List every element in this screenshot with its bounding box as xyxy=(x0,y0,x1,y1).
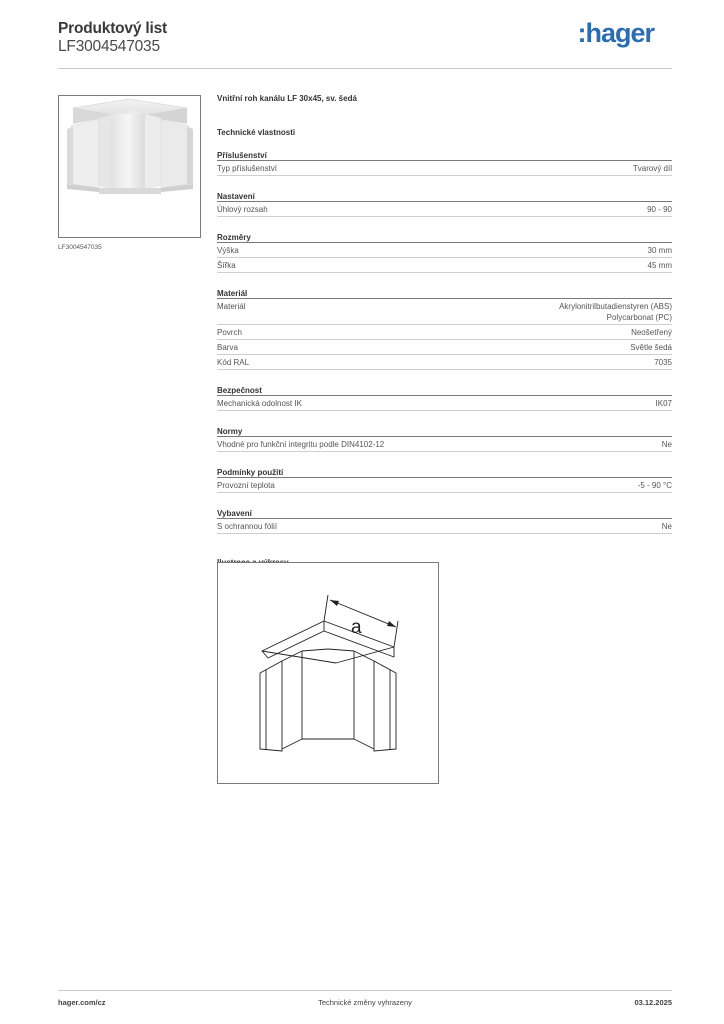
property-label: Povrch xyxy=(217,327,242,337)
inner-walls xyxy=(302,651,354,739)
property-label: Kód RAL xyxy=(217,357,250,367)
property-label: Úhlový rozsah xyxy=(217,204,268,214)
group-title: Podmínky použití xyxy=(217,467,672,478)
property-value-line: Polycarbonat (PC) xyxy=(606,312,672,322)
product-details xyxy=(217,94,672,570)
photo-caption: LF3004547035 xyxy=(58,244,102,251)
property-groups xyxy=(217,150,672,534)
right-side-wall xyxy=(374,661,396,751)
group-safety xyxy=(217,385,672,411)
property-value: Ne xyxy=(661,439,672,449)
property-row xyxy=(217,340,672,355)
header-divider xyxy=(58,68,672,69)
arrow-head-right xyxy=(387,621,396,627)
product-photo xyxy=(58,95,201,238)
group-title: Vybavení xyxy=(217,508,672,519)
page-header xyxy=(58,20,672,68)
property-row xyxy=(217,478,672,493)
property-label: Vhodné pro funkční integritu podle DIN4102-12 xyxy=(217,439,385,449)
group-title: Příslušenství xyxy=(217,150,672,161)
property-row xyxy=(217,258,672,273)
product-photo-image xyxy=(59,96,200,237)
brand-logo: :hager xyxy=(577,18,654,48)
property-row xyxy=(217,519,672,534)
property-row xyxy=(217,202,672,217)
property-value: 7035 xyxy=(654,357,672,367)
group-dimensions xyxy=(217,232,672,273)
property-value: 30 mm xyxy=(647,245,672,255)
property-value: Neošetřený xyxy=(631,327,672,337)
property-value: 90 - 90 xyxy=(647,204,672,214)
group-operating-conditions xyxy=(217,467,672,493)
group-settings xyxy=(217,191,672,217)
section-title-technical: Technické vlastnosti xyxy=(217,128,296,137)
extension-line-left xyxy=(324,595,328,621)
right-wall-top-join xyxy=(354,651,374,661)
property-row xyxy=(217,299,672,325)
group-title: Materiál xyxy=(217,288,672,299)
arrow-head-left xyxy=(330,600,339,606)
dimension-line xyxy=(330,600,396,627)
property-value: Ne xyxy=(661,521,672,531)
property-label: Mechanická odolnost IK xyxy=(217,398,302,408)
property-label: S ochrannou fólií xyxy=(217,521,278,531)
document-title: Produktový list xyxy=(58,20,167,37)
group-title: Bezpečnost xyxy=(217,385,672,396)
property-label: Výška xyxy=(217,245,239,255)
group-equipment xyxy=(217,508,672,534)
property-row xyxy=(217,161,672,176)
left-side-wall xyxy=(260,661,282,751)
property-value: Světle šedá xyxy=(630,342,672,352)
inner-top-edge-right xyxy=(328,649,354,651)
property-label: Materiál xyxy=(217,301,246,311)
group-standards xyxy=(217,426,672,452)
product-code: LF3004547035 xyxy=(58,38,160,55)
inner-top-edge-left xyxy=(302,649,328,651)
inner-bottom-right xyxy=(354,739,374,749)
property-value: Tvarový díl xyxy=(632,163,672,173)
left-wall-top-join xyxy=(282,651,302,661)
footer-disclaimer: Technické změny vyhrazeny xyxy=(318,998,412,1007)
property-value xyxy=(559,301,672,323)
property-value: IK07 xyxy=(655,398,672,408)
group-title: Rozměry xyxy=(217,232,672,243)
group-accessories xyxy=(217,150,672,176)
property-row xyxy=(217,355,672,370)
property-value: 45 mm xyxy=(647,260,672,270)
lid-top-face xyxy=(262,621,394,663)
property-row xyxy=(217,396,672,411)
property-label: Provozní teplota xyxy=(217,480,275,490)
group-title: Normy xyxy=(217,426,672,437)
extension-line-right xyxy=(394,621,398,647)
dimension-label: a xyxy=(351,617,362,638)
property-value: -5 - 90 °C xyxy=(637,480,672,490)
footer-divider xyxy=(58,990,672,991)
product-name: Vnitřní roh kanálu LF 30x45, sv. šedá xyxy=(217,94,357,103)
property-row xyxy=(217,437,672,452)
property-row xyxy=(217,325,672,340)
group-title: Nastavení xyxy=(217,191,672,202)
property-value-line: Akrylonitrilbutadienstyren (ABS) xyxy=(559,301,672,311)
property-label: Typ příslušenství xyxy=(217,163,278,173)
property-label: Šířka xyxy=(217,260,236,270)
technical-drawing xyxy=(217,562,439,784)
footer-website: hager.com/cz xyxy=(58,998,106,1007)
property-label: Barva xyxy=(217,342,238,352)
technical-drawing-image xyxy=(218,563,438,783)
inner-bottom-left xyxy=(282,739,302,749)
property-row xyxy=(217,243,672,258)
footer-date: 03.12.2025 xyxy=(634,998,672,1007)
group-material xyxy=(217,288,672,370)
